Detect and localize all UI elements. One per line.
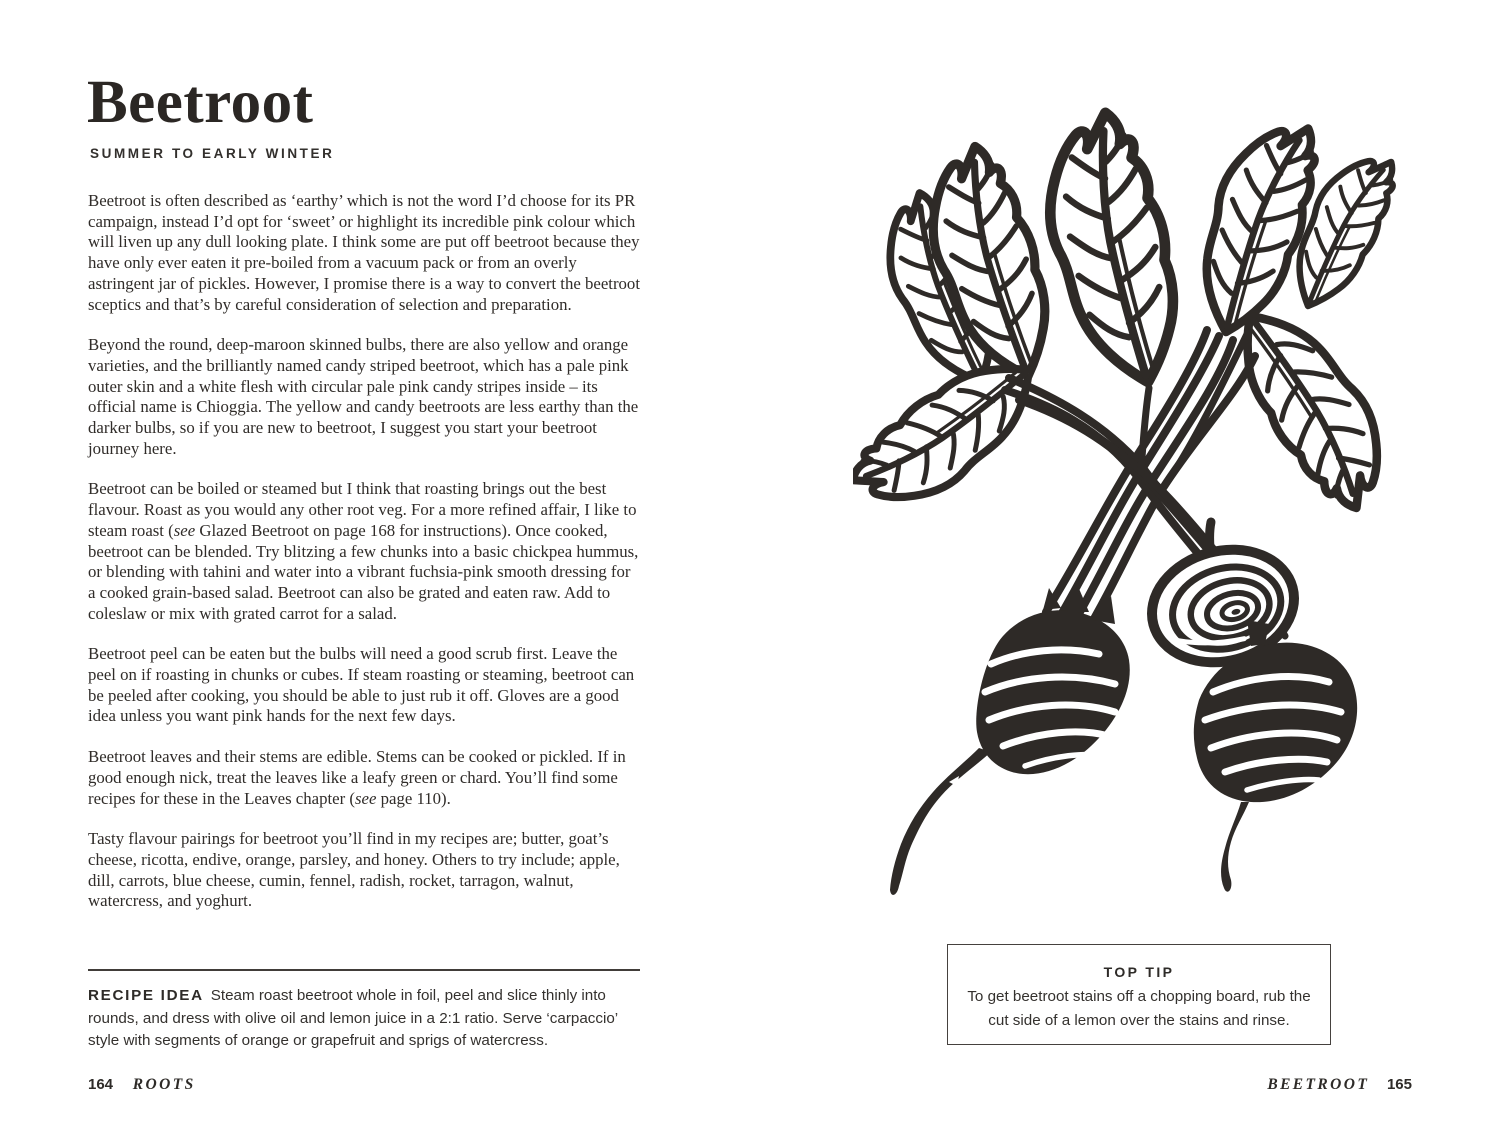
- left-page-number: 164: [88, 1076, 114, 1093]
- body-paragraph: Beetroot can be boiled or steamed but I think that roasting brings out the best flavour. Roast as you would any other root veg. For a more refined affair, I like to steam roast (see Glazed Beetroot on page 168 for instructions). Once cooked, beetroot can be blended. Try blitzing a few chunks into a basic chickpea hummus, or blending with tahini and water into a vibrant fuchsia-pink smooth dressing for a cooked grain-based salad. Beetroot can also be grated and eaten raw. Add to coleslaw or mix with grated carrot for a salad.: [88, 479, 639, 623]
- body-paragraph: Beetroot leaves and their stems are edible. Stems can be cooked or pickled. If in good enough nick, treat the leaves like a leafy green or chard. You’ll find some recipes for these in the Leaves chapter (see page 110).: [88, 747, 626, 808]
- left-page-footer: [88, 1076, 196, 1094]
- top-tip-text: To get beetroot stains off a chopping board, rub the cut side of a lemon over the stains and rinse.: [967, 988, 1311, 1029]
- top-tip-box: [947, 944, 1331, 1045]
- body-text-column: [88, 191, 640, 932]
- beetroot-linocut-illustration: [853, 64, 1475, 912]
- recipe-idea-label: RECIPE IDEA: [88, 987, 204, 1004]
- section-label: ROOTS: [132, 1076, 196, 1093]
- body-paragraph: Beetroot peel can be eaten but the bulbs will need a good scrub first. Leave the peel on if roasting in chunks or cubes. If steam roasting or steaming, beetroot can be peeled after cooking, you should be able to just rub it off. Gloves are a good idea unless you want pink hands for the next few days.: [88, 644, 635, 726]
- section-divider-rule: [88, 969, 640, 971]
- body-paragraph: Tasty flavour pairings for beetroot you’ll find in my recipes are; butter, goat’s cheese, ricotta, endive, orange, parsley, and honey. Others to try include; apple, dill, carrots, blue cheese, cumin, fennel, radish, rocket, tarragon, walnut, watercress, and yoghurt.: [88, 829, 620, 911]
- chapter-label: BEETROOT: [1267, 1076, 1370, 1093]
- season-subtitle: SUMMER TO EARLY WINTER: [90, 146, 335, 161]
- top-tip-label: TOP TIP: [1103, 964, 1175, 980]
- right-page-number: 165: [1386, 1076, 1412, 1093]
- page-title: Beetroot: [87, 69, 314, 136]
- body-paragraph: Beetroot is often described as ‘earthy’ which is not the word I’d choose for its PR campaign, instead I’d opt for ‘sweet’ or highlight its incredible pink colour which will liven up any dull looking plate. I think some are put off beetroot because they have only ever eaten it pre-boiled from a vacuum pack or from an overly astringent jar of pickles. However, I promise there is a way to convert the beetroot sceptics and that’s by careful consideration of selection and preparation.: [88, 191, 640, 314]
- recipe-idea-block: [88, 985, 644, 1053]
- recipe-idea-text: Steam roast beetroot whole in foil, peel and slice thinly into rounds, and dress with olive oil and lemon juice in a 2:1 ratio. Serve ‘carpaccio’ style with segments of orange or grapefruit and sprigs of watercress.: [88, 987, 618, 1050]
- right-page-footer: [1267, 1076, 1412, 1094]
- body-paragraph: Beyond the round, deep-maroon skinned bulbs, there are also yellow and orange varieties, and the brilliantly named candy striped beetroot, which has a pale pink outer skin and a white flesh with circular pale pink candy stripes inside – its official name is Chioggia. The yellow and candy beetroots are less earthy than the darker bulbs, so if you are new to beetroot, I suggest you start your beetroot journey here.: [88, 335, 639, 458]
